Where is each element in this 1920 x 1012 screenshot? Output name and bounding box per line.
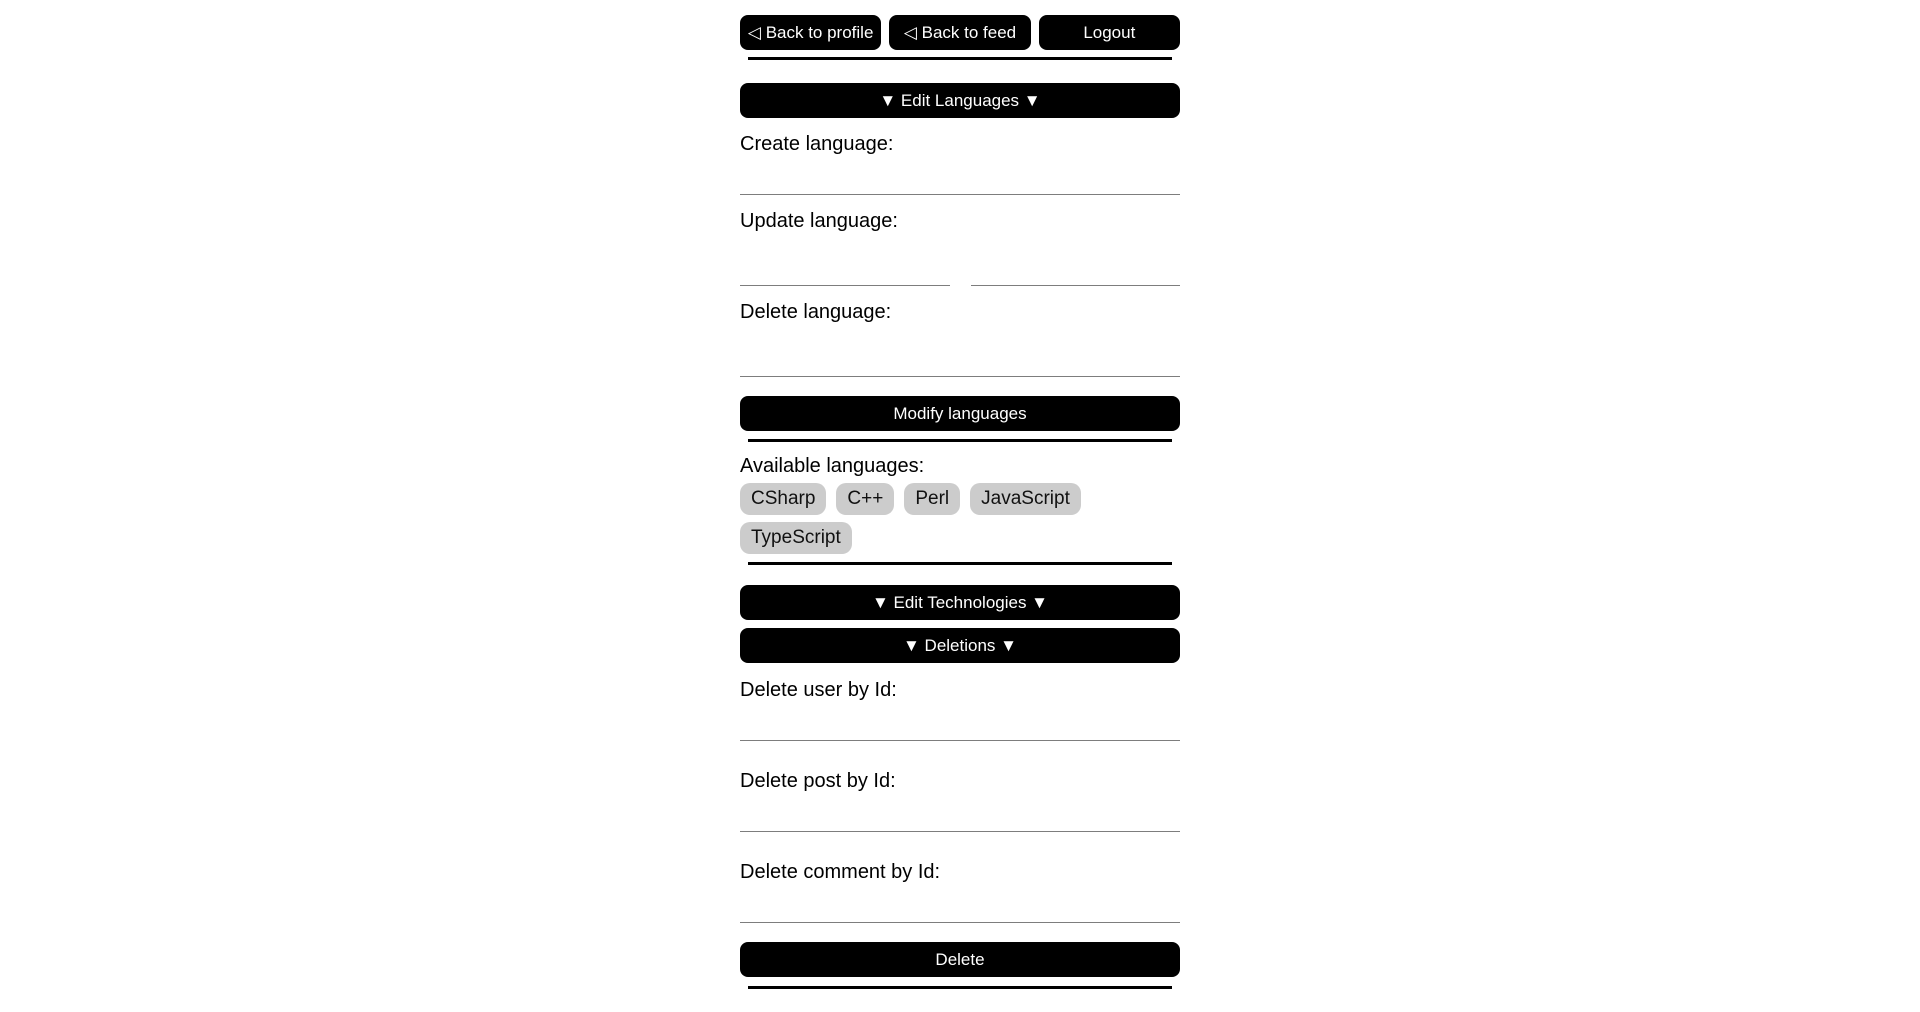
bottom-divider <box>748 986 1172 989</box>
delete-comment-input[interactable] <box>740 885 1180 923</box>
delete-comment-label: Delete comment by Id: <box>740 861 941 883</box>
delete-language-field <box>740 300 1180 377</box>
top-divider <box>748 57 1172 60</box>
delete-user-input[interactable] <box>740 703 1180 741</box>
language-tag[interactable]: TypeScript <box>740 522 852 554</box>
update-language-new-input[interactable] <box>971 234 1181 286</box>
available-languages-label: Available languages: <box>740 455 925 477</box>
delete-post-label: Delete post by Id: <box>740 770 896 792</box>
languages-section-divider <box>748 562 1172 565</box>
update-language-old-input[interactable] <box>740 234 950 286</box>
delete-comment-field <box>740 860 1180 923</box>
update-language-field <box>740 209 1180 286</box>
back-to-feed-button[interactable]: ◁ Back to feed <box>889 15 1030 50</box>
logout-button[interactable]: Logout <box>1039 15 1180 50</box>
language-tag[interactable]: Perl <box>904 483 960 515</box>
back-to-profile-button[interactable]: ◁ Back to profile <box>740 15 881 50</box>
create-language-field <box>740 132 1180 195</box>
update-language-label: Update language: <box>740 210 898 232</box>
update-language-inputs <box>740 234 1180 286</box>
create-language-input[interactable] <box>740 157 1180 195</box>
delete-post-input[interactable] <box>740 794 1180 832</box>
language-tag[interactable]: JavaScript <box>970 483 1081 515</box>
deletions-toggle[interactable]: ▼ Deletions ▼ <box>740 628 1180 663</box>
edit-technologies-toggle[interactable]: ▼ Edit Technologies ▼ <box>740 585 1180 620</box>
modify-languages-button[interactable]: Modify languages <box>740 396 1180 431</box>
delete-button[interactable]: Delete <box>740 942 1180 977</box>
language-tag-list <box>740 483 1180 554</box>
delete-language-label: Delete language: <box>740 301 892 323</box>
delete-language-input[interactable] <box>740 325 1180 377</box>
language-tag[interactable]: CSharp <box>740 483 826 515</box>
edit-languages-toggle[interactable]: ▼ Edit Languages ▼ <box>740 83 1180 118</box>
delete-post-field <box>740 769 1180 832</box>
top-nav <box>740 15 1180 50</box>
content-column <box>740 0 1180 989</box>
create-language-label: Create language: <box>740 133 894 155</box>
delete-user-label: Delete user by Id: <box>740 679 897 701</box>
delete-user-field <box>740 678 1180 741</box>
languages-form-divider <box>748 439 1172 442</box>
language-tag[interactable]: C++ <box>836 483 894 515</box>
